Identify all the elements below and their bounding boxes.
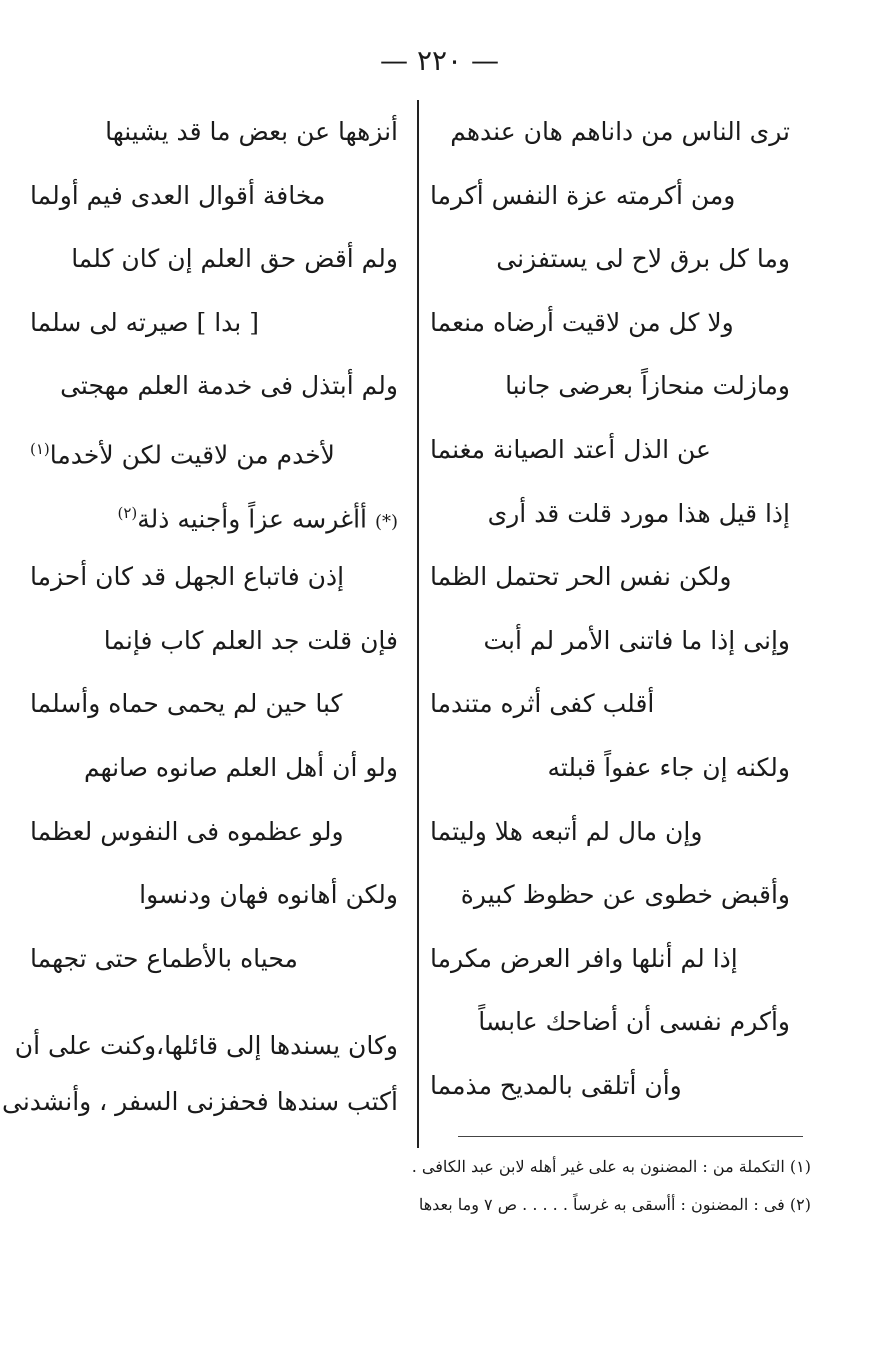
page-number: — ٢٢٠ — <box>380 44 499 77</box>
verse-line: وما كل برق لاح لى يستفزنى <box>496 244 790 274</box>
verse-line: ولكن أهانوه فهان ودنسوا <box>139 880 398 910</box>
verse-line: محياه بالأطماع حتى تجهما <box>30 943 298 973</box>
verse-line: إذا قيل هذا مورد قلت قد أرى <box>487 498 790 528</box>
verse-line: ولو عظموه فى النفوس لعظما <box>30 816 344 846</box>
verse-text: لأخدم من لاقيت لكن لأخدما <box>49 440 335 470</box>
verse-line: وإنى إذا ما فاتنى الأمر لم أبت <box>483 625 790 655</box>
footnote-marker: (٢) <box>117 503 138 522</box>
verse-line: ترى الناس من داناهم هان عندهم <box>450 117 790 146</box>
verse-line <box>30 482 398 546</box>
verse-line: ولم أبتذل فى خدمة العلم مهجتى <box>60 371 398 401</box>
verse-line: ولكن نفس الحر تحتمل الظما <box>430 562 732 592</box>
prose-paragraph <box>2 1018 398 1130</box>
verse-line: أنزهها عن بعض ما قد يشينها <box>105 117 398 146</box>
prose-line: أكتب سندها فحفزنى السفر ، وأنشدنى <box>2 1087 398 1117</box>
verse-line: إذا لم أنلها وافر العرض مكرما <box>430 943 738 973</box>
verse-line: وإن مال لم أتبعه هلا وليتما <box>430 816 703 846</box>
footnote-marker: (١) <box>30 439 50 458</box>
verse-line: وأكرم نفسى أن أضاحك عابساً <box>478 1007 790 1037</box>
prose-line: وكان يسندها إلى قائلها،وكنت على أن <box>14 1031 398 1061</box>
verse-line: إذن فاتباع الجهل قد كان أحزما <box>30 562 345 592</box>
spacer <box>30 990 398 1018</box>
verse-line: ومن أكرمته عزة النفس أكرما <box>430 180 736 210</box>
poem-column-left <box>2 100 398 1130</box>
verse-line: عن الذل أعتد الصيانة مغنما <box>430 434 711 464</box>
verse-line: وأن أتلقى بالمديح مذمما <box>430 1070 682 1100</box>
verse-line: [ بدا ] صيرته لى سلما <box>30 307 259 337</box>
column-divider <box>417 100 419 1148</box>
verse-line: أقلب كفى أثره متندما <box>430 689 655 719</box>
verse-line: ولكنه إن جاء عفواً قبلته <box>547 752 790 782</box>
verse-line: فإن قلت جد العلم كاب فإنما <box>103 625 398 655</box>
poem-column-right <box>430 100 790 1118</box>
verse-line: ومازلت منحازاً بعرضى جانبا <box>505 371 790 401</box>
verse-marker: (*) <box>374 510 398 532</box>
verse-line <box>30 418 398 482</box>
footnote-rule <box>458 1136 803 1137</box>
verse-line: وأقبض خطوى عن حظوظ كبيرة <box>460 880 790 910</box>
verse-line: ولو أن أهل العلم صانوه صانهم <box>83 752 398 782</box>
verse-line: ولا كل من لاقيت أرضاه منعما <box>430 307 734 337</box>
verse-line: كبا حين لم يحمى حماه وأسلما <box>30 689 343 719</box>
verse-text: أأغرسه عزاً وأجنيه ذلة <box>137 503 367 533</box>
footnote: (١) التكملة من : المضنون به على غير أهله لابن عبد الكافى . <box>411 1157 811 1176</box>
footnotes <box>291 1148 811 1224</box>
footnote: (٢) فى : المضنون : أأسقى به غرساً . . . . . ص ٧ وما بعدها <box>418 1195 811 1214</box>
verse-line: ولم أقض حق العلم إن كان كلما <box>71 244 398 274</box>
verse-line: مخافة أقوال العدى فيم أولما <box>30 180 326 210</box>
